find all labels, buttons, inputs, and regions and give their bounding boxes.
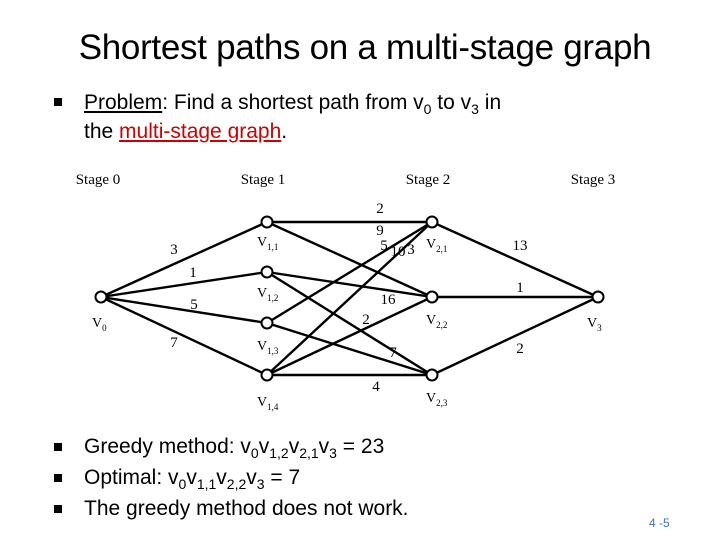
vertex-label: $V_0$ — [92, 316, 107, 333]
greedy-lead: Greedy method: — [84, 435, 241, 458]
edge-weight-label: 1 — [516, 280, 524, 296]
vertex-label: $V_{1,3}$ — [257, 339, 279, 356]
vertex-label: $V_{1,1}$ — [257, 235, 279, 252]
problem-text: : Find a shortest path from v — [162, 91, 424, 114]
problem-lead: Problem — [84, 91, 163, 114]
edge-weight-label: 3 — [170, 242, 178, 258]
problem-text: . — [281, 120, 288, 143]
problem-sub: 3 — [471, 101, 479, 118]
stage-label: Stage 2 — [405, 172, 451, 188]
optimal-result — [84, 463, 300, 492]
path-sub: 0 — [178, 476, 187, 493]
stage-label: Stage 3 — [570, 172, 616, 188]
edge-weight-label: 10 — [390, 244, 406, 260]
bullet-icon — [54, 505, 62, 513]
edge-weight-label: 2 — [362, 312, 370, 328]
edge-v0-v11 — [101, 222, 267, 297]
vertex-label: $V_{1,4}$ — [257, 395, 279, 412]
vertex-v0 — [96, 292, 107, 303]
page-number: 4 -5 — [649, 516, 670, 530]
edge-weight-label: 5 — [190, 297, 198, 313]
path-sub: 3 — [329, 445, 337, 462]
conclusion-text: The greedy method does not work. — [84, 497, 409, 520]
bullet-icon — [54, 474, 62, 482]
vertex-v21 — [427, 217, 438, 228]
edge-weight-label: 7 — [389, 345, 397, 361]
stage-label: Stage 1 — [240, 172, 286, 188]
vertex-v3 — [593, 292, 604, 303]
vertex-label: $V_{1,2}$ — [257, 286, 279, 303]
edge-weight-label: 7 — [170, 335, 178, 351]
slide-title: Shortest paths on a multi-stage graph — [78, 28, 652, 67]
edge-weight-label: 9 — [376, 223, 384, 239]
edge-weight-label: 3 — [407, 242, 415, 258]
vertex-v12 — [262, 267, 273, 278]
path-vertex: v — [318, 435, 330, 458]
edge-weight-label: 16 — [380, 292, 396, 308]
path-sub: 1,1 — [196, 476, 217, 493]
path-vertex: v — [246, 466, 257, 489]
vertex-v11 — [262, 217, 273, 228]
edge-v0-v14 — [101, 297, 267, 375]
bullet-icon — [54, 443, 62, 451]
path-cost: = 23 — [336, 435, 385, 458]
problem-text: in — [478, 91, 502, 114]
stage-label: Stage 0 — [75, 172, 121, 188]
vertex-label: $V_{2,1}$ — [426, 237, 448, 254]
edge-v13-v23 — [267, 323, 432, 375]
path-sub: 3 — [256, 476, 265, 493]
vertex-v23 — [427, 370, 438, 381]
multi-stage-graph-link[interactable]: multi-stage graph — [119, 120, 282, 143]
path-sub: 1,2 — [269, 445, 289, 462]
edge-weight-label: 5 — [380, 238, 388, 254]
edge-v11-v22 — [267, 222, 432, 297]
optimal-lead: Optimal: — [84, 466, 169, 489]
path-vertex: v — [168, 466, 179, 489]
edge-v23-v3 — [432, 297, 598, 375]
problem-sub: 0 — [423, 101, 432, 118]
edge-v12-v23 — [267, 272, 432, 375]
problem-text: to v — [431, 91, 472, 114]
edge-weight-label: 1 — [189, 265, 197, 281]
vertex-v22 — [427, 292, 438, 303]
path-vertex: v — [240, 435, 251, 458]
path-vertex: v — [288, 435, 300, 458]
problem-text: the — [84, 120, 120, 143]
vertex-v14 — [262, 370, 273, 381]
path-sub: 2,1 — [299, 445, 319, 462]
edge-v21-v3 — [432, 222, 598, 297]
path-cost: = 7 — [264, 466, 301, 489]
vertex-v13 — [262, 318, 273, 329]
vertex-label: $V_{2,3}$ — [426, 391, 448, 408]
path-sub: 0 — [250, 445, 259, 462]
vertex-label: $V_{2,2}$ — [426, 313, 448, 330]
vertex-label: $V_3$ — [587, 316, 602, 333]
edge-weight-label: 2 — [376, 201, 384, 217]
path-vertex: v — [186, 466, 197, 489]
path-vertex: v — [216, 466, 227, 489]
path-sub: 2,2 — [226, 476, 247, 493]
edge-weight-label: 13 — [512, 238, 528, 254]
edge-weight-label: 2 — [516, 341, 524, 357]
edge-weight-label: 4 — [372, 379, 380, 395]
path-vertex: v — [258, 435, 270, 458]
greedy-result — [84, 432, 384, 461]
